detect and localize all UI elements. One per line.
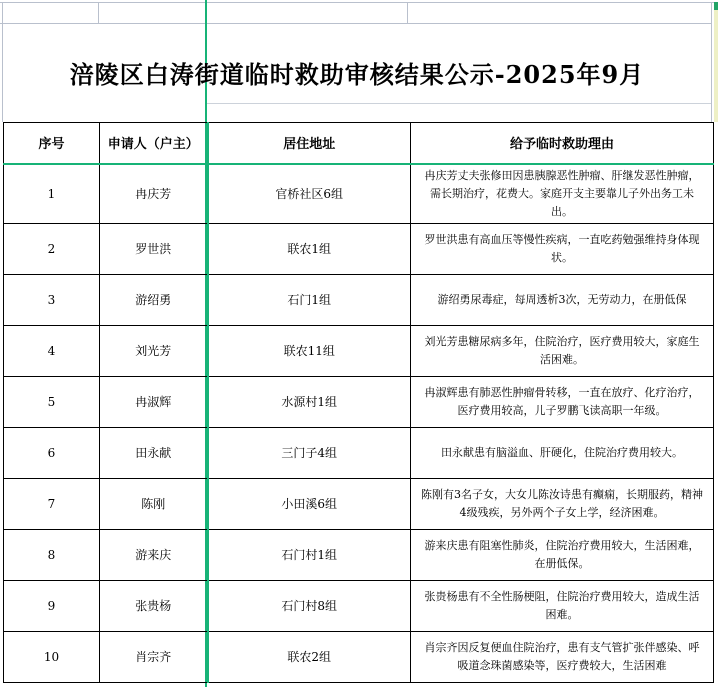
applicant-cell: 冉庆芳 (100, 164, 208, 224)
table-row (4, 580, 714, 631)
table-row (4, 274, 714, 325)
table-row (4, 631, 714, 682)
applicant-cell: 游绍勇 (100, 274, 208, 325)
address-cell: 小田溪6组 (208, 478, 411, 529)
address-cell: 石门1组 (208, 274, 411, 325)
col-header-applicant: 申请人（户主） (100, 123, 208, 164)
col-header-reason: 给予临时救助理由 (411, 123, 714, 164)
row-number-cell: 4 (4, 325, 100, 376)
sheet-gridline-top (0, 2, 714, 3)
page-title: 涪陵区白涛街道临时救助审核结果公示-2025年9月 (69, 59, 645, 89)
address-cell: 石门村1组 (208, 529, 411, 580)
applicant-cell: 张贵杨 (100, 580, 208, 631)
applicant-cell: 刘光芳 (100, 325, 208, 376)
sheet-edge-strip-cap (714, 2, 718, 10)
col-header-address: 居住地址 (208, 123, 411, 164)
reason-cell: 肖宗齐因反复便血住院治疗，患有支气管扩张伴感染、呼吸道念珠菌感染等，医疗费较大，生活困难 (411, 631, 714, 682)
address-cell: 联农11组 (208, 325, 411, 376)
address-cell: 联农2组 (208, 631, 411, 682)
applicant-cell: 陈刚 (100, 478, 208, 529)
applicant-cell: 冉淑辉 (100, 376, 208, 427)
table-row (4, 376, 714, 427)
address-cell: 石门村8组 (208, 580, 411, 631)
row-number-cell: 2 (4, 223, 100, 274)
table-row (4, 427, 714, 478)
sheet-edge-strip (714, 2, 718, 122)
sheet-gridline-col-c (407, 2, 408, 23)
reason-cell: 陈刚有3名子女，大女儿陈汝诗患有癫痫，长期服药，精神4级残疾，另外两个子女上学，经济困难。 (411, 478, 714, 529)
applicant-cell: 肖宗齐 (100, 631, 208, 682)
reason-cell: 游绍勇尿毒症，每周透析3次，无劳动力，在册低保 (411, 274, 714, 325)
sheet-gridline-col-right (711, 2, 712, 122)
applicant-cell: 田永献 (100, 427, 208, 478)
table-row (4, 478, 714, 529)
row-number-cell: 10 (4, 631, 100, 682)
reason-cell: 罗世洪患有高血压等慢性疾病，一直吃药勉强维持身体现状。 (411, 223, 714, 274)
header-row (4, 123, 714, 164)
reason-cell: 田永献患有脑溢血、肝硬化，住院治疗费用较大。 (411, 427, 714, 478)
table-row (4, 529, 714, 580)
address-cell: 官桥社区6组 (208, 164, 411, 224)
row-number-cell: 7 (4, 478, 100, 529)
reason-cell: 冉淑辉患有肺恶性肿瘤骨转移，一直在放疗、化疗治疗，医疗费用较高，儿子罗鹏飞读高职一年级。 (411, 376, 714, 427)
row-number-cell: 5 (4, 376, 100, 427)
row-number-cell: 3 (4, 274, 100, 325)
applicant-cell: 罗世洪 (100, 223, 208, 274)
address-cell: 水源村1组 (208, 376, 411, 427)
assistance-table (3, 122, 714, 683)
col-header-no: 序号 (4, 123, 100, 164)
applicant-cell: 游来庆 (100, 529, 208, 580)
row-number-cell: 8 (4, 529, 100, 580)
reason-cell: 游来庆患有阻塞性肺炎，住院治疗费用较大，生活困难，在册低保。 (411, 529, 714, 580)
reason-cell: 刘光芳患糖尿病多年，住院治疗，医疗费用较大，家庭生活困难。 (411, 325, 714, 376)
table-row (4, 223, 714, 274)
table-row (4, 164, 714, 224)
table-row (4, 325, 714, 376)
reason-cell: 张贵杨患有不全性肠梗阻，住院治疗费用较大，造成生活困难。 (411, 580, 714, 631)
row-number-cell: 9 (4, 580, 100, 631)
address-cell: 三门子4组 (208, 427, 411, 478)
row-number-cell: 1 (4, 164, 100, 224)
reason-cell: 冉庆芳丈夫张修田因患胰腺恶性肿瘤、肝继发恶性肿瘤，需长期治疗，花费大。家庭开支主要靠儿子外出务工未出。 (411, 164, 714, 224)
row-number-cell: 6 (4, 427, 100, 478)
sheet-gridline-col-b (98, 2, 99, 23)
address-cell: 联农1组 (208, 223, 411, 274)
